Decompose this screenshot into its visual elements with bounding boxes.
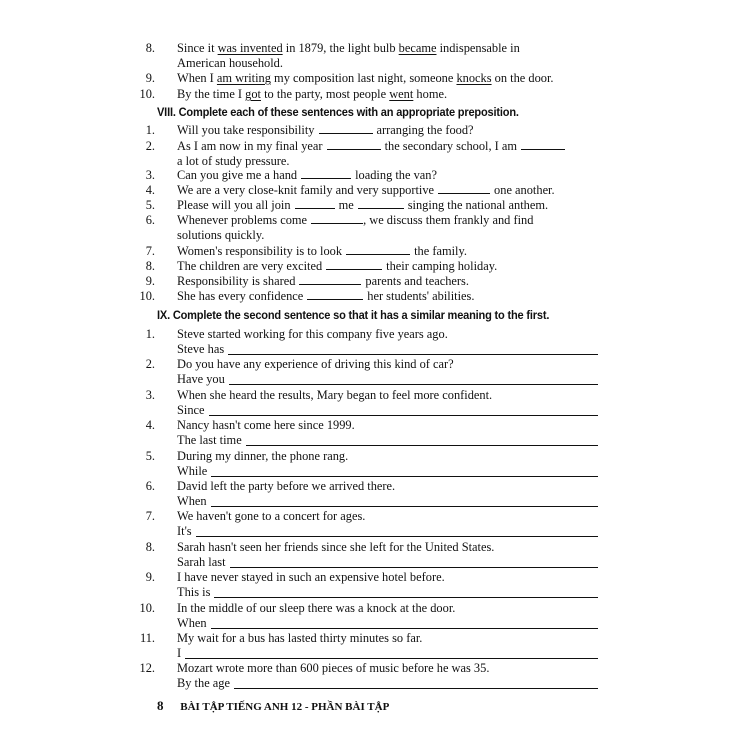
item-text: [177, 41, 520, 56]
answer-line[interactable]: [185, 657, 598, 659]
item-number: 3.: [145, 168, 155, 182]
item-number: 4.: [145, 183, 155, 197]
item-number: 8.: [145, 259, 155, 273]
text-part: Please will you all join: [177, 198, 291, 212]
text-part: parents and teachers.: [365, 274, 469, 288]
text-part: their camping holiday.: [386, 259, 498, 273]
answer-start: Have you: [177, 372, 225, 386]
underlined-verb: was invented: [217, 41, 283, 55]
answer-blank[interactable]: [327, 139, 381, 150]
item-text-cont: solutions quickly.: [177, 228, 265, 242]
item-number: 7.: [145, 244, 155, 258]
section-viii-heading: VIII. Complete each of these sentences with an appropriate preposition.: [157, 105, 519, 119]
underlined-verb: got: [245, 87, 261, 101]
answer-blank[interactable]: [358, 198, 404, 209]
answer-start: This is: [177, 585, 211, 599]
question-text: Mozart wrote more than 600 pieces of music before he was 35.: [177, 661, 490, 675]
text-part: the secondary school, I am: [384, 139, 518, 153]
question-text: My wait for a bus has lasted thirty minutes so far.: [177, 631, 423, 645]
item-number: 2.: [145, 357, 155, 371]
text-part: to the party, most people: [260, 87, 390, 101]
question-text: We haven't gone to a concert for ages.: [177, 509, 366, 523]
text-part: Responsibility is shared: [177, 274, 296, 288]
answer-line[interactable]: [211, 475, 598, 477]
text-part: my composition last night, someone: [270, 71, 457, 85]
item-text-cont: a lot of study pressure.: [177, 154, 290, 168]
text-part: one another.: [494, 183, 555, 197]
question-text: Do you have any experience of driving this kind of car?: [177, 357, 454, 371]
underlined-verb: knocks: [456, 71, 492, 85]
answer-blank[interactable]: [295, 198, 335, 209]
text-part: By the time I: [177, 87, 246, 101]
question-text: I have never stayed in such an expensive hotel before.: [177, 570, 445, 584]
item-number: 11.: [139, 631, 155, 645]
item-text: [177, 87, 447, 102]
answer-start: I: [177, 646, 182, 660]
item-number: 1.: [145, 327, 155, 341]
item-text: [177, 213, 533, 228]
text-part: indispensable in: [436, 41, 520, 55]
answer-blank[interactable]: [326, 259, 382, 270]
text-part: on the door.: [491, 71, 554, 85]
item-number: 7.: [145, 509, 155, 523]
text-part: , we discuss them frankly and find: [363, 213, 534, 227]
text-part: her students' abilities.: [367, 289, 475, 303]
underlined-verb: am writing: [216, 71, 271, 85]
item-number: 1.: [145, 123, 155, 137]
item-text: [177, 289, 474, 304]
item-number: 12.: [139, 661, 155, 675]
answer-line[interactable]: [230, 566, 598, 568]
answer-blank[interactable]: [311, 213, 363, 224]
answer-line[interactable]: [246, 444, 598, 446]
text-part: the family.: [414, 244, 467, 258]
underlined-verb: became: [398, 41, 437, 55]
item-number: 4.: [145, 418, 155, 432]
answer-line[interactable]: [211, 627, 598, 629]
text-part: singing the national anthem.: [407, 198, 549, 212]
item-number: 5.: [145, 449, 155, 463]
answer-start: While: [177, 464, 208, 478]
text-part: Since it: [177, 41, 218, 55]
answer-line[interactable]: [196, 535, 598, 537]
item-number: 9.: [145, 274, 155, 288]
answer-blank[interactable]: [299, 274, 361, 285]
answer-blank[interactable]: [307, 289, 363, 300]
item-number: 10.: [139, 601, 155, 615]
text-part: loading the van?: [355, 168, 437, 182]
item-number: 6.: [145, 213, 155, 227]
item-number: 2.: [145, 139, 155, 153]
text-part: When I: [177, 71, 217, 85]
item-number: 9.: [145, 71, 155, 85]
item-number: 6.: [145, 479, 155, 493]
underlined-verb: went: [389, 87, 414, 101]
question-text: Nancy hasn't come here since 1999.: [177, 418, 355, 432]
text-part: Will you take responsibility: [177, 123, 315, 137]
page-number: 8: [157, 698, 164, 713]
answer-start: When: [177, 494, 207, 508]
text-part: in 1879, the light bulb: [282, 41, 399, 55]
item-text: [177, 244, 467, 259]
page-footer: [157, 698, 389, 714]
answer-line[interactable]: [209, 414, 598, 416]
answer-blank[interactable]: [319, 123, 373, 134]
text-part: The children are very excited: [177, 259, 323, 273]
item-number: 8.: [145, 41, 155, 55]
item-number: 3.: [145, 388, 155, 402]
text-part: Whenever problems come: [177, 213, 308, 227]
text-part: arranging the food?: [376, 123, 474, 137]
question-text: During my dinner, the phone rang.: [177, 449, 349, 463]
answer-start: By the age: [177, 676, 230, 690]
answer-start: It's: [177, 524, 192, 538]
answer-line[interactable]: [211, 505, 598, 507]
item-number: 10.: [139, 289, 155, 303]
item-text: [177, 71, 554, 86]
text-part: me: [338, 198, 354, 212]
answer-line[interactable]: [214, 596, 598, 598]
text-part: Women's responsibility is to look: [177, 244, 343, 258]
answer-start: When: [177, 616, 207, 630]
item-number: 5.: [145, 198, 155, 212]
item-text: [177, 139, 569, 154]
item-text: [177, 123, 474, 138]
item-number: 9.: [145, 570, 155, 584]
item-text-cont: American household.: [177, 56, 283, 70]
question-text: Sarah hasn't seen her friends since she left for the United States.: [177, 540, 495, 554]
book-title: BÀI TẬP TIẾNG ANH 12 - PHẦN BÀI TẬP: [180, 701, 390, 713]
answer-line[interactable]: [228, 353, 598, 355]
item-text: [177, 259, 497, 274]
answer-blank[interactable]: [301, 168, 351, 179]
text-part: We are a very close-knit family and very supportive: [177, 183, 435, 197]
answer-start: The last time: [177, 433, 242, 447]
answer-blank[interactable]: [346, 244, 410, 255]
question-text: In the middle of our sleep there was a knock at the door.: [177, 601, 456, 615]
answer-start: Steve has: [177, 342, 225, 356]
answer-start: Since: [177, 403, 205, 417]
question-text: When she heard the results, Mary began to feel more confident.: [177, 388, 493, 402]
item-text: [177, 183, 555, 198]
text-part: She has every confidence: [177, 289, 304, 303]
text-part: home.: [413, 87, 448, 101]
item-number: 8.: [145, 540, 155, 554]
item-text: [177, 198, 548, 213]
question-text: David left the party before we arrived there.: [177, 479, 396, 493]
item-text: [177, 168, 437, 183]
section-ix-heading: IX. Complete the second sentence so that it has a similar meaning to the first.: [157, 308, 550, 322]
answer-line[interactable]: [229, 383, 598, 385]
item-text: [177, 274, 469, 289]
text-part: As I am now in my final year: [177, 139, 323, 153]
question-text: Steve started working for this company five years ago.: [177, 327, 448, 341]
item-number: 10.: [139, 87, 155, 101]
answer-start: Sarah last: [177, 555, 226, 569]
text-part: Can you give me a hand: [177, 168, 298, 182]
answer-line[interactable]: [234, 687, 598, 689]
answer-blank[interactable]: [521, 139, 565, 150]
answer-blank[interactable]: [438, 183, 490, 194]
